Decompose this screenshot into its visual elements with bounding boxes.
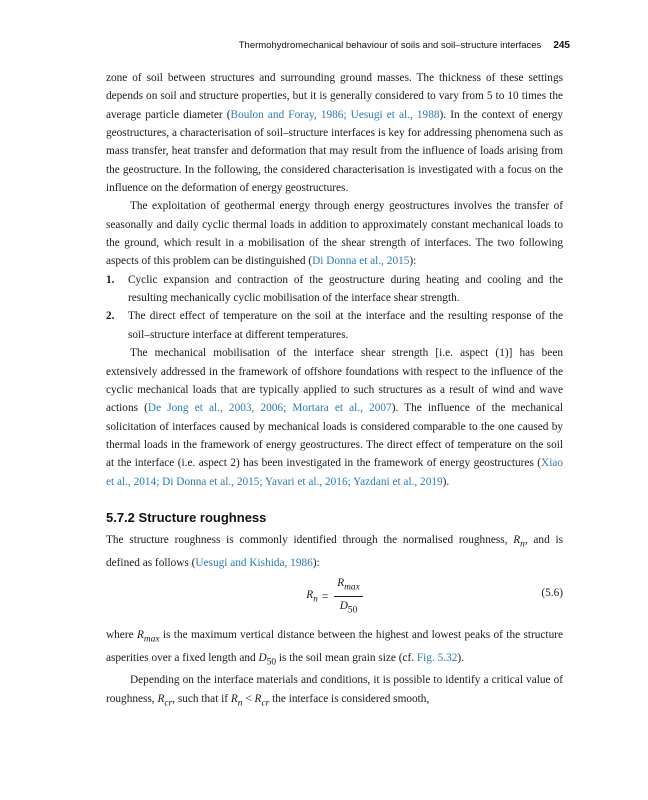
- list-number: 1.: [106, 273, 115, 286]
- paragraph: zone of soil between structures and surrounding ground masses. The thickness of these settings depends on soil and structure properties, but it is generally considered to vary from 5 to 10 times the average particle diameter (Boulon and Foray, 1986; Uesugi et al., 1988). In the context of energy geostructures, a characterisation of soil–structure interfaces is key for addressing phenomena such as mass transfer, heat transfer and deformation that may result from the influence of loads arising from the geostructure. In the following, the considered characterisation is investigated with a focus on the influence on the deformation of energy geostructures.: [106, 72, 563, 195]
- running-title: Thermohydromechanical behaviour of soils and soil–structure interfaces: [238, 40, 542, 51]
- list-item: [106, 307, 563, 344]
- equation-lhs: $R_n$: [306, 588, 318, 604]
- equation: [106, 574, 563, 622]
- equation-number: (5.6): [541, 587, 563, 600]
- paragraph: The mechanical mobilisation of the interface shear strength [i.e. aspect (1)] has been extensively addressed in the framework of offshore foundations with respect to the influence of the cyclic mechanical loads that are typically applied to such structures as a result of wind and wave actions (De Jong et al., 2003, 2006; Mortara et al., 2007). The influence of the mechanical solicitation of interfaces caused by mechanical loads is considered comparable to the one caused by thermal loads in the framework of energy geostructures. The direct effect of temperature on the soil at the interface (i.e. aspect 2) has been investigated in the framework of energy geostructures (Xiao et al., 2014; Di Donna et al., 2015; Yavari et al., 2016; Yazdani et al., 2019).: [106, 347, 563, 488]
- fraction-denominator: $D_{50}$: [339, 600, 358, 616]
- citation-link[interactable]: Boulon and Foray, 1986; Uesugi et al., 1988: [230, 108, 440, 121]
- paragraph: The structure roughness is commonly identified through the normalised roughness, $R_n$, and is defined as follows (Uesugi and Kishida, 1986):: [106, 534, 563, 569]
- fraction-numerator: $R_{max}$: [334, 574, 363, 597]
- page-number: 245: [553, 40, 570, 51]
- fraction: [334, 574, 363, 620]
- figure-link[interactable]: Fig. 5.32: [416, 651, 458, 664]
- paragraph: The exploitation of geothermal energy through energy geostructures involves the transfer of seasonally and daily cyclic thermal loads in addition to approximately constant mechanical loads to the ground, which result in a mobilisation of the shear strength of interfaces. The two following aspects of this problem can be distinguished (Di Donna et al., 2015):: [106, 200, 563, 268]
- list-number: 2.: [106, 310, 115, 323]
- paragraph: Depending on the interface materials and conditions, it is possible to identify a critical value of roughness, $R_{cr}$, such that if $R_n < R_{cr}$ the interface is considered smooth,: [106, 674, 563, 708]
- equals-sign: =: [321, 590, 329, 603]
- running-header: [106, 40, 570, 51]
- citation-link[interactable]: Xiao et al., 2014; Di Donna et al., 2015; Yavari et al., 2016; Yazdani et al., 2019: [106, 457, 563, 488]
- citation-link[interactable]: Uesugi and Kishida, 1986: [195, 556, 313, 569]
- list-item-text: Cyclic expansion and contraction of the geostructure during heating and cooling and the resulting mechanically cyclic mobilisation of the interface shear strength.: [128, 273, 563, 305]
- citation-link[interactable]: Di Donna et al., 2015: [312, 255, 410, 268]
- list-item: [106, 271, 563, 308]
- numbered-list: [106, 271, 563, 344]
- section-heading: 5.7.2 Structure roughness: [106, 509, 267, 525]
- paragraph: where $R_{max}$ is the maximum vertical distance between the highest and lowest peaks of the structure asperities over a fixed length and $D_{50}$ is the soil mean grain size (cf. Fig. 5.32).: [106, 629, 563, 668]
- body-text: [106, 69, 563, 712]
- citation-link[interactable]: De Jong et al., 2003, 2006; Mortara et al., 2007: [147, 402, 392, 415]
- list-item-text: The direct effect of temperature on the soil at the interface and the resulting response of the soil–structure interface at different temperatures.: [128, 310, 563, 341]
